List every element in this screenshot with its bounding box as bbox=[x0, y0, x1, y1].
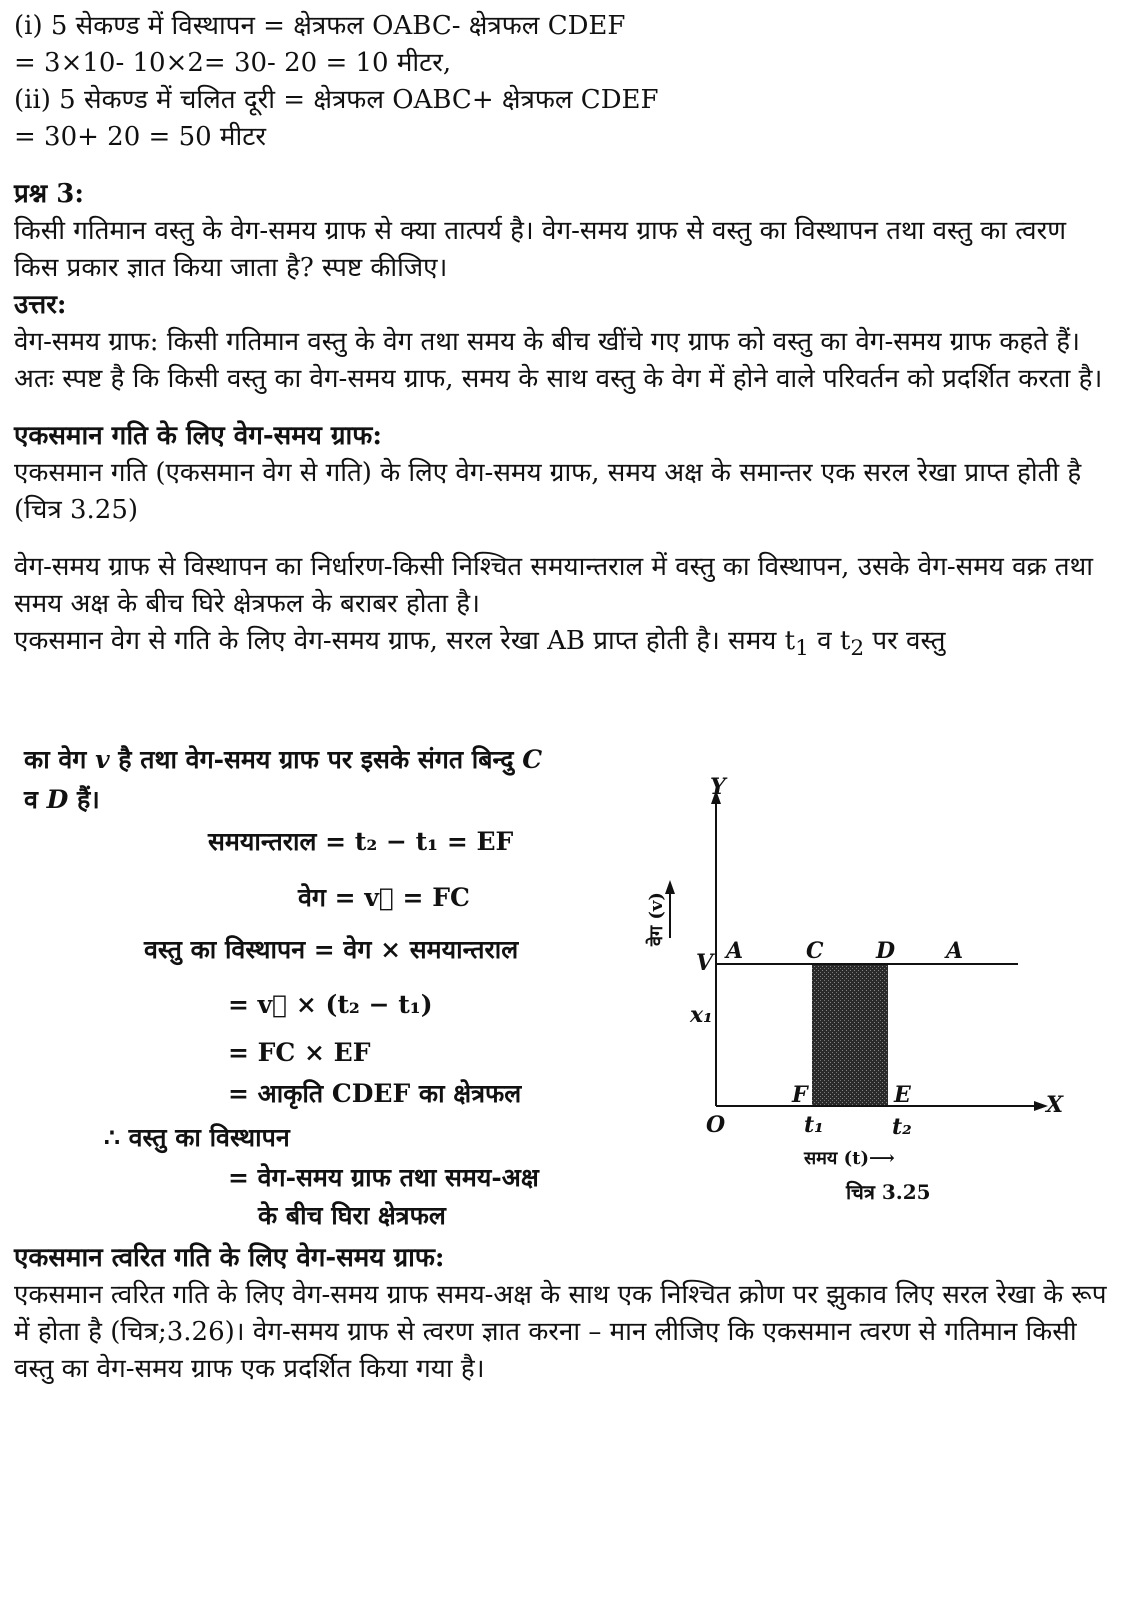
point-c: C bbox=[806, 938, 824, 964]
velocity-vector-symbol: v bbox=[95, 745, 110, 774]
uniform-motion-text: एकसमान गति (एकसमान वेग से गति) के लिए वेग-समय ग्राफ, समय अक्ष के समान्तर एक सरल रेखा प्राप्त होती है (चित्र 3.25) bbox=[14, 458, 1082, 525]
equation-interval: समयान्तराल = t₂ − t₁ = EF bbox=[208, 827, 514, 856]
figure-intro-text-b: है तथा वेग-समय ग्राफ पर इसके संगत बिन्दु bbox=[109, 745, 523, 774]
ab-line-suffix: पर वस्तु bbox=[864, 626, 946, 656]
equation-velocity: वेग = v⃗ = FC bbox=[298, 883, 470, 912]
solution-line-3: (ii) 5 सेकण्ड में चलित दूरी = क्षेत्रफल OABC+ क्षेत्रफल CDEF bbox=[14, 85, 659, 115]
solution-line-4: = 30+ 20 = 50 मीटर bbox=[14, 122, 266, 152]
figure-intro-line-1 bbox=[24, 742, 542, 776]
velocity-axis-caption: वेग (v) bbox=[646, 892, 667, 946]
equation-therefore: ∴ वस्तु का विस्थापन bbox=[104, 1123, 290, 1152]
figure-intro-text-d: हैं। bbox=[68, 785, 100, 814]
point-e: E bbox=[894, 1082, 911, 1108]
solution-line-2: = 3×10- 10×2= 30- 20 = 10 मीटर, bbox=[14, 48, 452, 78]
question-text: किसी गतिमान वस्तु के वेग-समय ग्राफ से क्या तात्पर्य है। वेग-समय ग्राफ से वस्तु का विस्थापन तथा वस्तु का त्वरण किस प्रकार ज्ञात किया जाता है? स्पष्ट कीजिए। bbox=[14, 216, 1066, 283]
velocity-time-graph bbox=[640, 760, 1080, 1260]
answer-heading: उत्तर: bbox=[14, 290, 67, 320]
solution-line-1: (i) 5 सेकण्ड में विस्थापन = क्षेत्रफल OABC- क्षेत्रफल CDEF bbox=[14, 11, 626, 41]
ab-line-mid: व t bbox=[808, 626, 851, 656]
answer-text: वेग-समय ग्राफ: किसी गतिमान वस्तु के वेग तथा समय के बीच खींचे गए ग्राफ को वस्तु का वेग-समय ग्राफ कहते हैं। अतः स्पष्ट है कि किसी वस्तु का वेग-समय ग्राफ, समय के साथ वस्तु के वेग में होने वाले परिवर्तन को प्रदर्शित करता है। bbox=[14, 327, 1103, 394]
point-a-left: A bbox=[726, 938, 744, 964]
figure-intro-point-d: D bbox=[46, 785, 69, 814]
point-a-right: A bbox=[946, 938, 964, 964]
v-label: V bbox=[696, 950, 714, 976]
question-heading: प्रश्न 3: bbox=[14, 179, 84, 209]
y-axis-label: Y bbox=[710, 774, 726, 800]
ab-line-text bbox=[14, 623, 1114, 667]
x1-label: x₁ bbox=[690, 1002, 713, 1028]
ab-line-prefix: एकसमान वेग से गति के लिए वेग-समय ग्राफ, सरल रेखा AB प्राप्त होती है। समय t bbox=[14, 626, 796, 656]
uniform-motion-heading: एकसमान गति के लिए वेग-समय ग्राफ: bbox=[14, 421, 382, 451]
accelerated-motion-text: एकसमान त्वरित गति के लिए वेग-समय ग्राफ समय-अक्ष के साथ एक निश्चित क्रोण पर झुकाव लिए सरल रेखा के रूप में होता है (चित्र;3.26)। वेग-समय ग्राफ से त्वरण ज्ञात करना – मान लीजिए कि एकसमान त्वरण से गतिमान किसी वस्तु का वेग-समय ग्राफ एक प्रदर्शित किया गया है। bbox=[14, 1280, 1107, 1384]
figure-caption: चित्र 3.25 bbox=[846, 1180, 931, 1204]
figure-intro-text-a: का वेग bbox=[24, 745, 96, 774]
t2-subscript: 2 bbox=[850, 636, 865, 662]
figure-3-25-block bbox=[0, 742, 1110, 1262]
figure-intro-line-2 bbox=[24, 782, 100, 816]
document-body bbox=[14, 8, 1114, 667]
t2-label: t₂ bbox=[892, 1114, 912, 1140]
point-f: F bbox=[792, 1082, 808, 1108]
origin-label: O bbox=[706, 1112, 726, 1138]
t1-subscript: 1 bbox=[795, 636, 809, 662]
figure-intro-text-c: व bbox=[24, 785, 47, 814]
shaded-area-cdef bbox=[812, 964, 888, 1106]
t1-label: t₁ bbox=[804, 1112, 824, 1138]
figure-intro-point-c: C bbox=[522, 745, 543, 774]
point-d: D bbox=[876, 938, 896, 964]
displacement-text: वेग-समय ग्राफ से विस्थापन का निर्धारण-किसी निश्चित समयान्तराल में वस्तु का विस्थापन, उसके वेग-समय वक्र तथा समय अक्ष के बीच घिरे क्षेत्रफल के बराबर होता है। bbox=[14, 552, 1093, 619]
accelerated-section bbox=[14, 1240, 1114, 1388]
equation-displacement: वस्तु का विस्थापन = वेग × समयान्तराल bbox=[144, 935, 519, 964]
time-axis-caption: समय (t)⟶ bbox=[804, 1148, 895, 1169]
equation-conclusion-1: = वेग-समय ग्राफ तथा समय-अक्ष bbox=[228, 1163, 539, 1192]
accelerated-motion-heading: एकसमान त्वरित गति के लिए वेग-समय ग्राफ: bbox=[14, 1243, 445, 1273]
equation-step-1: = v⃗ × (t₂ − t₁) bbox=[228, 990, 433, 1019]
equation-step-2: = FC × EF bbox=[228, 1038, 371, 1067]
equation-conclusion-2: के बीच घिरा क्षेत्रफल bbox=[258, 1201, 446, 1230]
equation-step-3: = आकृति CDEF का क्षेत्रफल bbox=[228, 1079, 522, 1108]
x-axis-label: X bbox=[1046, 1092, 1064, 1118]
